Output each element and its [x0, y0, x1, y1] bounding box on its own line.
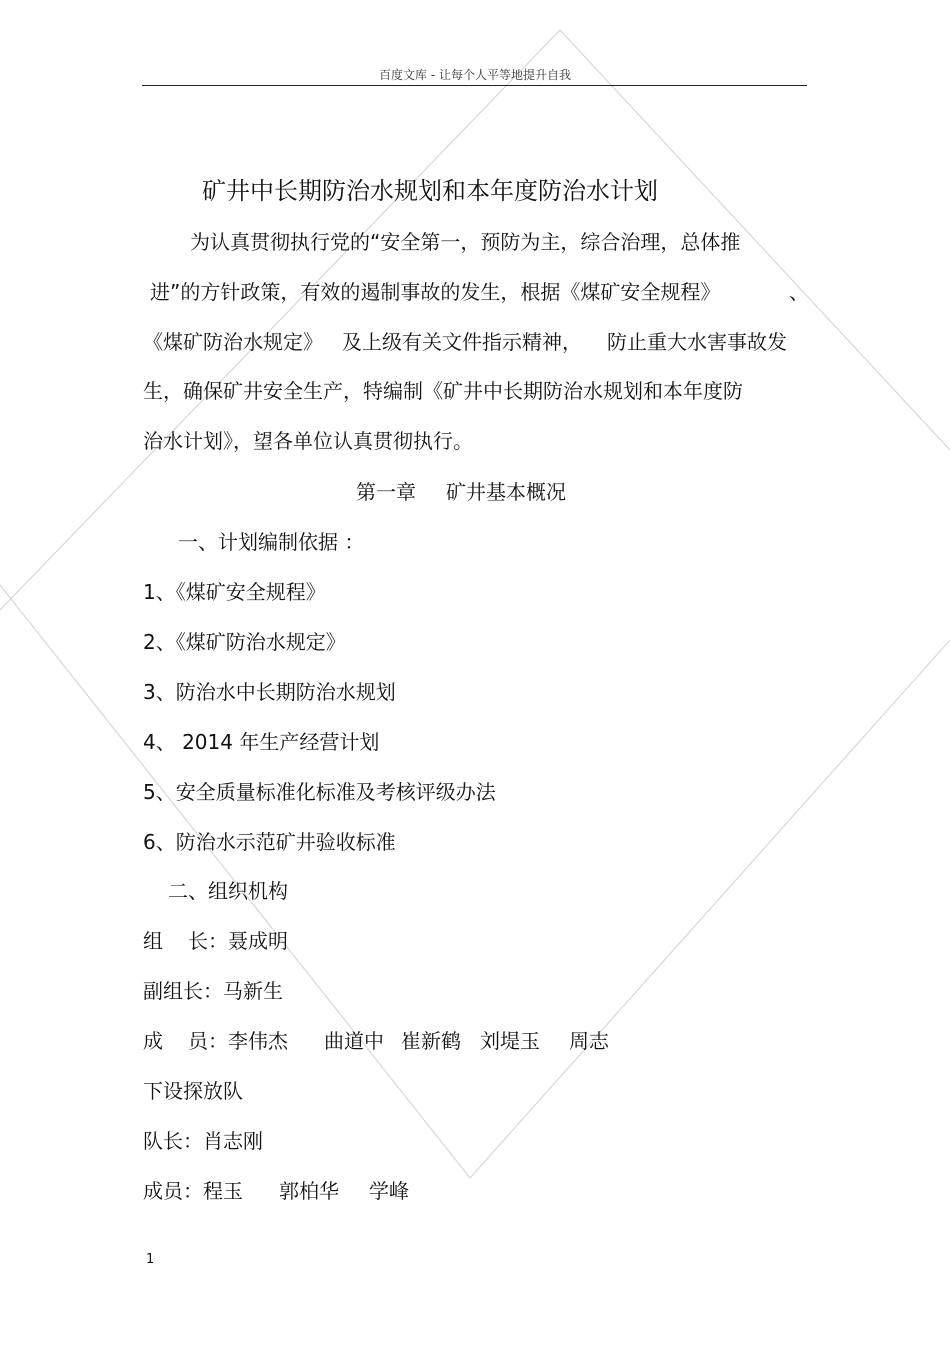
member-name: 崔新鹤	[401, 1029, 461, 1053]
member-name: 周志	[569, 1029, 609, 1053]
intro-line-4: 生，确保矿井安全生产，特编制《矿井中长期防治水规划和本年度防	[143, 379, 743, 403]
member-name: 曲道中	[324, 1029, 384, 1053]
intro-line-3a: 《煤矿防治水规定》	[143, 330, 323, 354]
members-first: 员：李伟杰	[188, 1029, 288, 1053]
document-title: 矿井中长期防治水规划和本年度防治水计划	[202, 177, 658, 205]
team-members-label: 成员：程玉	[143, 1179, 243, 1203]
chapter-title: 矿井基本概况	[446, 480, 566, 504]
intro-line-3c: 防止重大水害事故发	[607, 330, 787, 354]
member-name: 刘堤玉	[480, 1029, 540, 1053]
basis-item-6: 6、防治水示范矿井验收标准	[143, 830, 396, 854]
intro-line-2: 进”的方针政策，有效的遏制事故的发生，根据《煤矿安全规程》	[150, 280, 721, 304]
intro-line-3b: 及上级有关文件指示精神，	[342, 330, 582, 354]
intro-line-5: 治水计划》，望各单位认真贯彻执行。	[143, 429, 473, 453]
team-heading: 下设探放队	[143, 1079, 243, 1103]
chapter-number: 第一章	[356, 480, 416, 504]
intro-line-1: 为认真贯彻执行党的“安全第一，预防为主，综合治理，总体推	[190, 230, 741, 254]
basis-item-1: 1、《煤矿安全规程》	[143, 580, 326, 604]
basis-item-4: 4、 2014 年生产经营计划	[143, 730, 380, 754]
section-2-heading: 二、组织机构	[168, 879, 288, 903]
team-member-name: 郭柏华	[279, 1179, 339, 1203]
leader-name: 长：聂成明	[188, 929, 288, 953]
leader-label: 组	[143, 929, 163, 953]
basis-item-2: 2、《煤矿防治水规定》	[143, 630, 346, 654]
intro-line-2-tail: 、	[789, 280, 809, 304]
page-header: 百度文库 - 让每个人平等地提升自我	[379, 68, 571, 82]
section-1-heading: 一、计划编制依据 ：	[178, 530, 365, 554]
basis-item-5: 5、安全质量标准化标准及考核评级办法	[143, 780, 496, 804]
members-label: 成	[143, 1029, 163, 1053]
page-number: 1	[146, 1252, 155, 1267]
basis-item-3: 3、防治水中长期防治水规划	[143, 680, 396, 704]
deputy-leader: 副组长：马新生	[143, 979, 283, 1003]
header-divider	[142, 85, 807, 86]
team-leader: 队长：肖志刚	[143, 1129, 263, 1153]
team-member-name: 学峰	[369, 1179, 409, 1203]
